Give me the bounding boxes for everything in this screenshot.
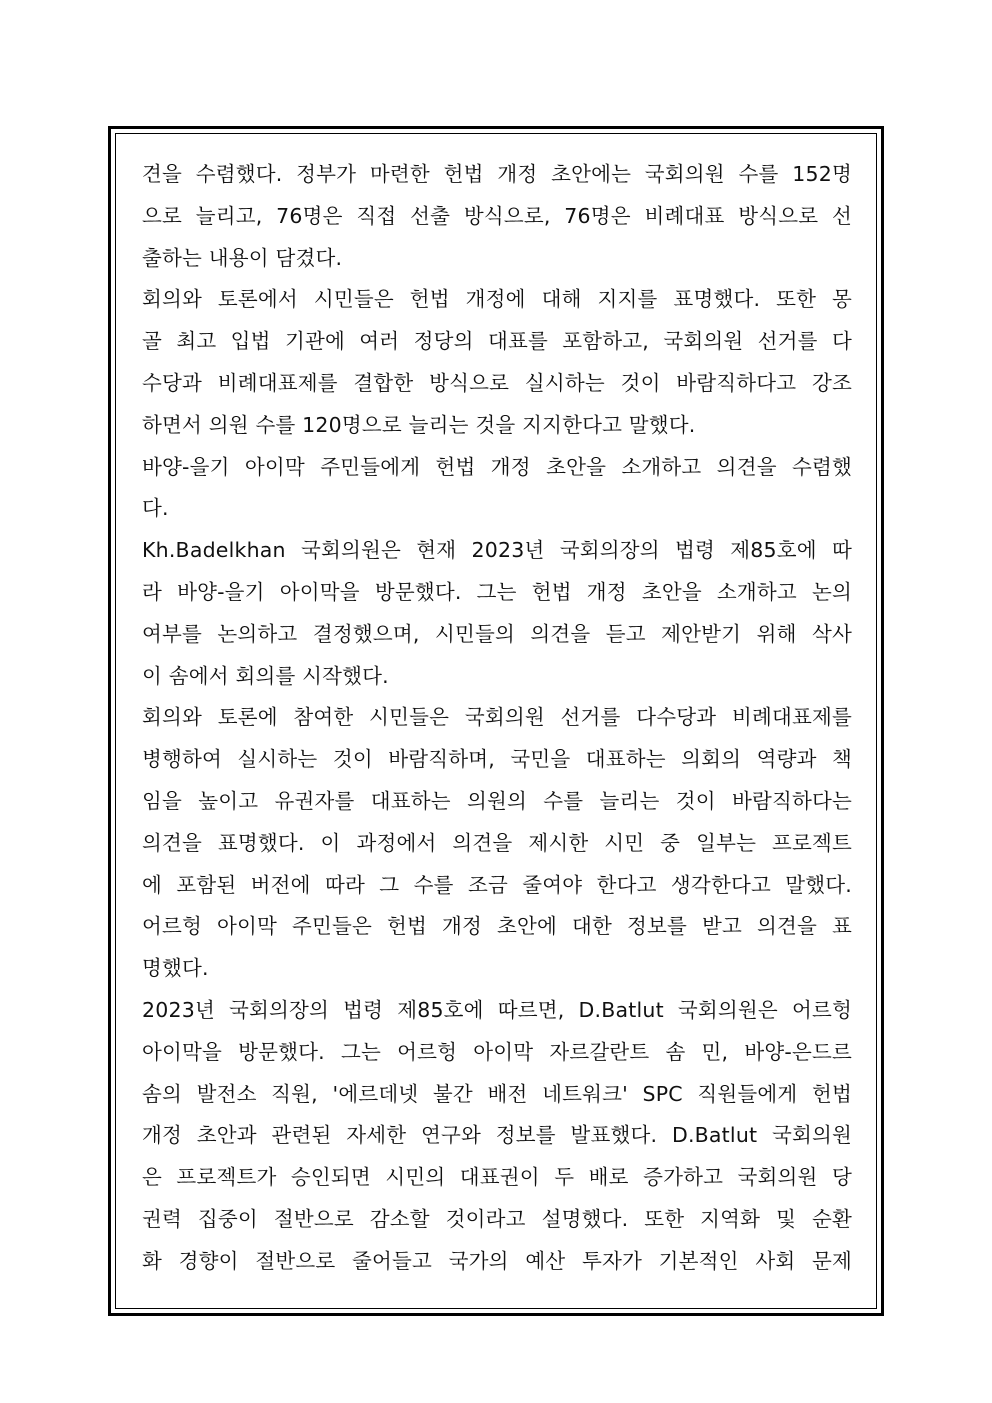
text-line: 어르헝 아이막 주민들은 헌법 개정 초안에 대한 정보를 받고 의견을 표 bbox=[142, 914, 852, 939]
text-line: 아이막을 방문했다. 그는 어르헝 아이막 자르갈란트 솜 민, 바양-은드르 bbox=[142, 1039, 852, 1064]
document-body bbox=[142, 154, 852, 1283]
text-line: 화 경향이 절반으로 줄어들고 국가의 예산 투자가 기본적인 사회 문제 bbox=[142, 1248, 852, 1273]
text-line: 견을 수렴했다. 정부가 마련한 헌법 개정 초안에는 국회의원 수를 152명 bbox=[142, 162, 852, 186]
text-line: 으로 늘리고, 76명은 직접 선출 방식으로, 76명은 비례대표 방식으로 선 bbox=[142, 203, 852, 228]
text-line: 은 프로젝트가 승인되면 시민의 대표권이 두 배로 증가하고 국회의원 당 bbox=[142, 1165, 852, 1190]
text-line: 골 최고 입법 기관에 여러 정당의 대표를 포함하고, 국회의원 선거를 다 bbox=[142, 329, 852, 354]
text-line: 병행하여 실시하는 것이 바람직하며, 국민을 대표하는 의회의 역량과 책 bbox=[142, 747, 852, 772]
text-line: 개정 초안과 관련된 자세한 연구와 정보를 발표했다. D.Batlut 국회의원 bbox=[142, 1123, 852, 1148]
text-line: 수당과 비례대표제를 결합한 방식으로 실시하는 것이 바람직하다고 강조 bbox=[142, 370, 852, 395]
text-line: 권력 집중이 절반으로 감소할 것이라고 설명했다. 또한 지역화 및 순환 bbox=[142, 1206, 852, 1231]
text-line: Kh.Badelkhan 국회의원은 현재 2023년 국회의장의 법령 제85호에 따 bbox=[142, 538, 852, 563]
text-line: 여부를 논의하고 결정했으며, 시민들의 의견을 듣고 제안받기 위해 삭사 bbox=[142, 621, 852, 646]
text-line: 이 솜에서 회의를 시작했다. bbox=[142, 663, 389, 688]
text-line: 다. bbox=[142, 496, 169, 521]
text-line: 출하는 내용이 담겼다. bbox=[142, 245, 343, 270]
text-line: 바양-을기 아이막 주민들에게 헌법 개정 초안을 소개하고 의견을 수렴했 bbox=[142, 454, 852, 479]
text-line: 의견을 표명했다. 이 과정에서 의견을 제시한 시민 중 일부는 프로젝트 bbox=[142, 830, 852, 855]
text-line: 명했다. bbox=[142, 956, 209, 981]
text-line: 에 포함된 버전에 따라 그 수를 조금 줄여야 한다고 생각한다고 말했다. bbox=[142, 872, 852, 897]
text-line: 회의와 토론에서 시민들은 헌법 개정에 대해 지지를 표명했다. 또한 몽 bbox=[142, 287, 852, 312]
text-line: 라 바양-을기 아이막을 방문했다. 그는 헌법 개정 초안을 소개하고 논의 bbox=[142, 579, 852, 604]
text-line: 회의와 토론에 참여한 시민들은 국회의원 선거를 다수당과 비례대표제를 bbox=[142, 705, 852, 730]
text-line: 2023년 국회의장의 법령 제85호에 따르면, D.Batlut 국회의원은 어르헝 bbox=[142, 997, 852, 1022]
text-line: 솜의 발전소 직원, '에르데넷 불간 배전 네트워크' SPC 직원들에게 헌법 bbox=[142, 1081, 852, 1106]
text-line: 하면서 의원 수를 120명으로 늘리는 것을 지지한다고 말했다. bbox=[142, 412, 696, 437]
text-line: 임을 높이고 유권자를 대표하는 의원의 수를 늘리는 것이 바람직하다는 bbox=[142, 788, 852, 813]
